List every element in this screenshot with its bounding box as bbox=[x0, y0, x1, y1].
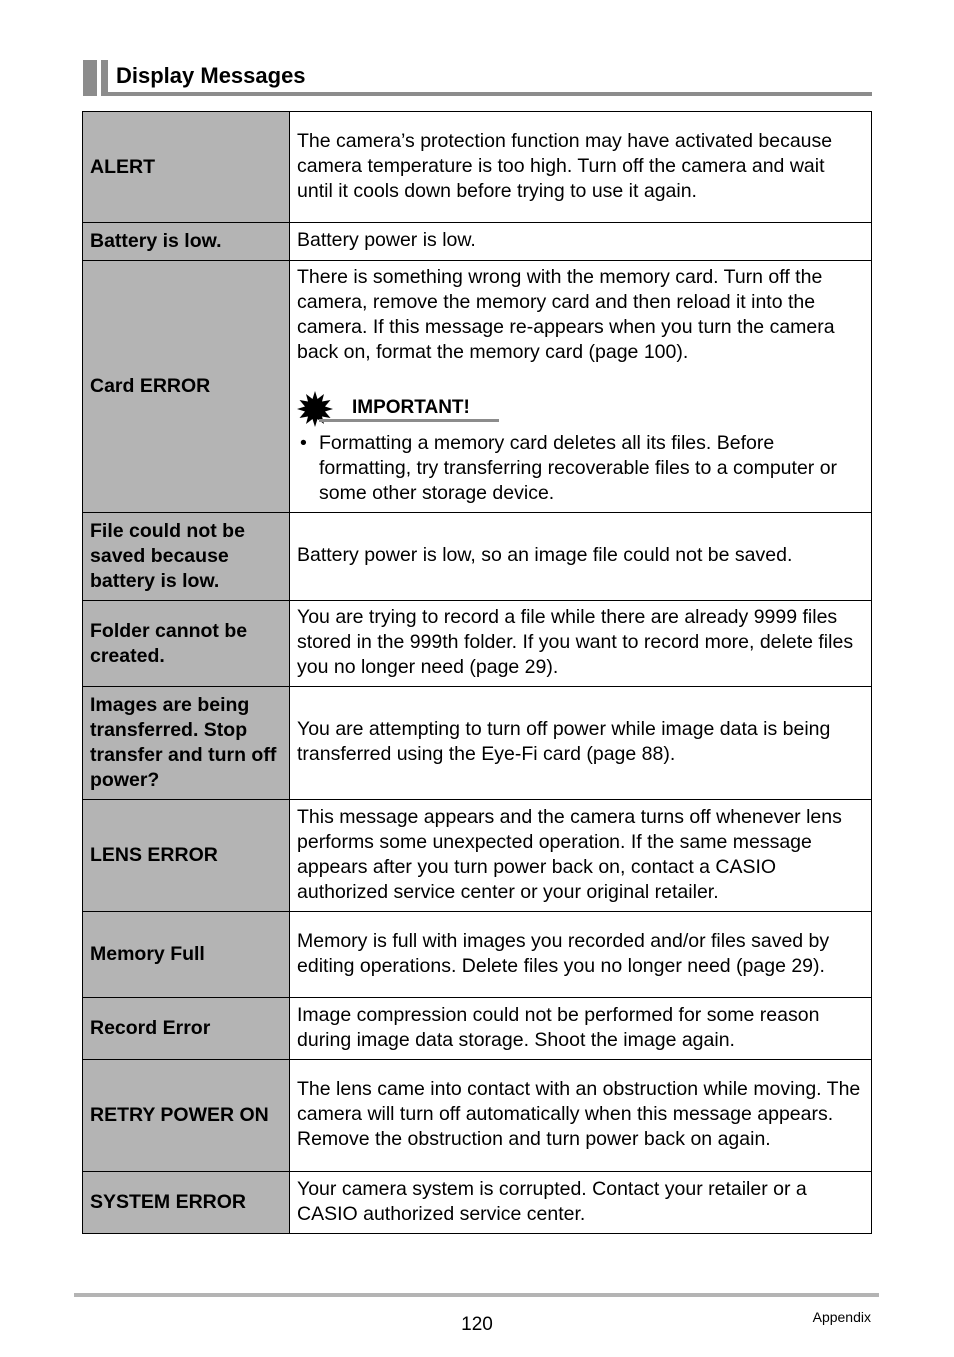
message-name: Battery is low. bbox=[83, 223, 290, 261]
important-underline bbox=[319, 419, 499, 422]
message-description: The lens came into contact with an obstruction while moving. The camera will turn off automatically when this message appears. Remove the obstruction and turn power back on again. bbox=[290, 1060, 872, 1172]
heading-bar-decoration bbox=[83, 60, 97, 96]
message-name: File could not be saved because battery is low. bbox=[83, 513, 290, 601]
table-row bbox=[83, 513, 872, 601]
section-label: Appendix bbox=[812, 1309, 871, 1325]
message-name: RETRY POWER ON bbox=[83, 1060, 290, 1172]
table-row bbox=[83, 998, 872, 1060]
message-description: You are attempting to turn off power while image data is being transferred using the Eye-Fi card (page 88). bbox=[290, 687, 872, 800]
message-description: Image compression could not be performed for some reason during image data storage. Shoot the image again. bbox=[290, 998, 872, 1060]
bullet-mark: • bbox=[300, 432, 307, 454]
display-messages-table bbox=[82, 111, 872, 1234]
section-heading bbox=[83, 60, 872, 97]
table-row bbox=[83, 800, 872, 912]
bullet-item bbox=[297, 431, 864, 506]
important-label: IMPORTANT! bbox=[352, 397, 470, 418]
heading-underline bbox=[108, 92, 872, 96]
message-description: The camera’s protection function may have activated because camera temperature is too high. Turn off the camera and wait until it cools down before trying to use it again. bbox=[290, 112, 872, 223]
message-name: Folder cannot be created. bbox=[83, 601, 290, 687]
table-row bbox=[83, 112, 872, 223]
table-row bbox=[83, 1060, 872, 1172]
bullet-text: Formatting a memory card deletes all its files. Before formatting, try transferring recoverable files to a computer or some other storage device. bbox=[319, 432, 838, 504]
message-name: Images are being transferred. Stop transfer and turn off power? bbox=[83, 687, 290, 800]
message-description: You are trying to record a file while there are already 9999 files stored in the 999th folder. If you want to record more, delete files you no longer need (page 29). bbox=[290, 601, 872, 687]
message-name: LENS ERROR bbox=[83, 800, 290, 912]
message-description: Memory is full with images you recorded and/or files saved by editing operations. Delete files you no longer need (page 29). bbox=[290, 912, 872, 998]
message-description: This message appears and the camera turns off whenever lens performs some unexpected operation. If the same message appears after you turn power back on, contact a CASIO authorized service center or your original retailer. bbox=[290, 800, 872, 912]
message-description: Battery power is low. bbox=[290, 223, 872, 261]
important-callout bbox=[297, 391, 864, 427]
footer-divider bbox=[74, 1293, 879, 1297]
message-name: Card ERROR bbox=[83, 261, 290, 513]
page-title: Display Messages bbox=[116, 63, 306, 88]
message-name: Memory Full bbox=[83, 912, 290, 998]
message-description: Your camera system is corrupted. Contact your retailer or a CASIO authorized service center. bbox=[290, 1172, 872, 1234]
message-description: Battery power is low, so an image file could not be saved. bbox=[290, 513, 872, 601]
heading-bar-decoration bbox=[101, 60, 108, 96]
table-row bbox=[83, 261, 872, 513]
table-row bbox=[83, 1172, 872, 1234]
page-number: 120 bbox=[461, 1314, 493, 1335]
table-row bbox=[83, 912, 872, 998]
table-row bbox=[83, 601, 872, 687]
table-row bbox=[83, 223, 872, 261]
message-name: Record Error bbox=[83, 998, 290, 1060]
message-description: There is something wrong with the memory card. Turn off the camera, remove the memory card and then reload it into the camera. If this message re-appears when you turn the camera back on, format the memory card (page 100). bbox=[297, 266, 835, 363]
table-row bbox=[83, 687, 872, 800]
message-name: SYSTEM ERROR bbox=[83, 1172, 290, 1234]
message-name: ALERT bbox=[83, 112, 290, 223]
message-description-block bbox=[290, 261, 872, 513]
